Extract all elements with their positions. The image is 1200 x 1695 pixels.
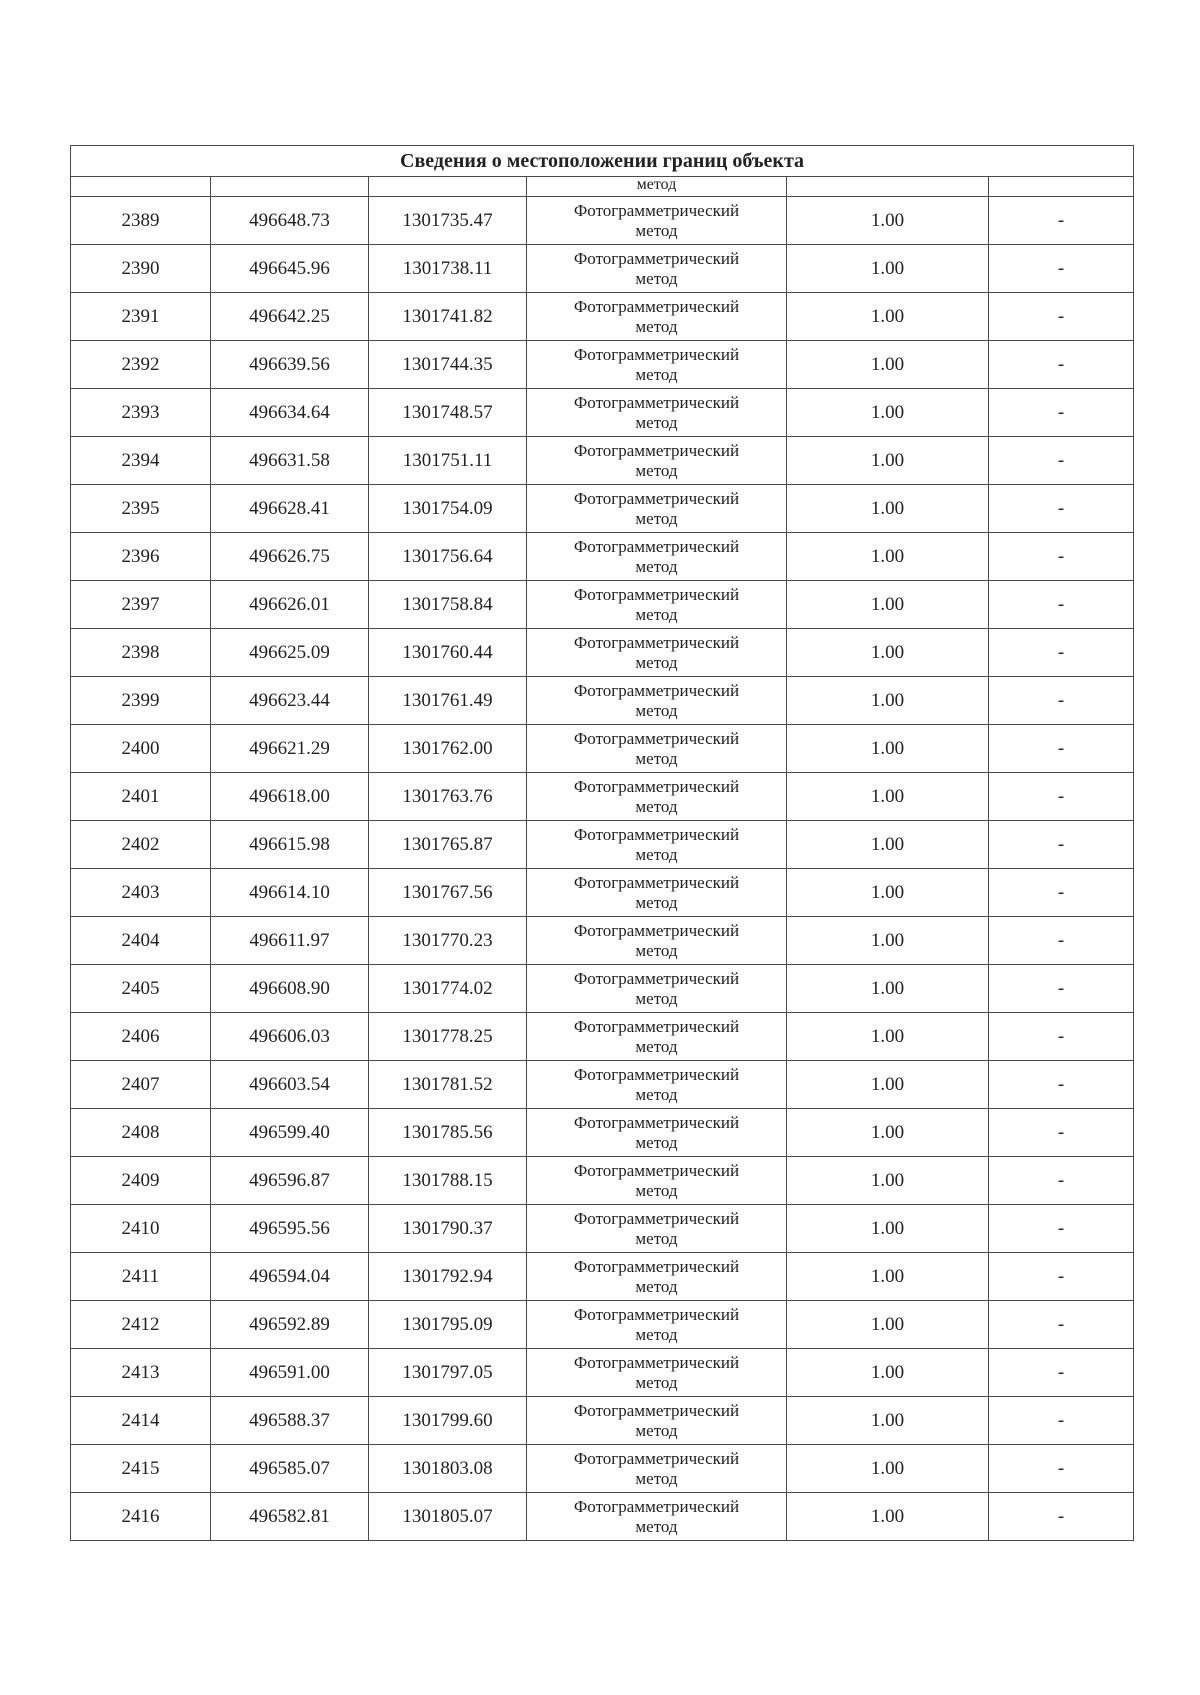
table-body (71, 146, 1134, 1541)
point-number-cell: 2399 (71, 677, 211, 725)
y-coordinate-cell: 1301754.09 (369, 485, 527, 533)
method-cell (527, 1109, 787, 1157)
table-row (71, 1493, 1134, 1541)
table-row (71, 677, 1134, 725)
table-row (71, 1157, 1134, 1205)
note-cell: - (989, 1061, 1134, 1109)
x-coordinate-cell: 496626.01 (211, 581, 369, 629)
point-number-cell: 2411 (71, 1253, 211, 1301)
table-row (71, 245, 1134, 293)
method-line-2: метод (635, 508, 678, 528)
y-coordinate-cell: 1301790.37 (369, 1205, 527, 1253)
table-row (71, 1205, 1134, 1253)
y-coordinate-cell: 1301748.57 (369, 389, 527, 437)
method-line-2: метод (635, 220, 678, 240)
method-cell (527, 1157, 787, 1205)
method-line-1: Фотограмметрический (573, 345, 740, 365)
point-number-cell: 2392 (71, 341, 211, 389)
x-coordinate-cell: 496603.54 (211, 1061, 369, 1109)
note-cell: - (989, 1109, 1134, 1157)
method-line-1: Фотограмметрический (573, 1497, 740, 1517)
method-line-2: метод (635, 412, 678, 432)
method-line-1: Фотограмметрический (573, 1401, 740, 1421)
method-line-1: Фотограмметрический (573, 873, 740, 893)
continuation-row (71, 177, 1134, 197)
method-line-1: Фотограмметрический (573, 633, 740, 653)
method-cell (527, 1349, 787, 1397)
method-cell (527, 773, 787, 821)
method-cell (527, 341, 787, 389)
note-cell: - (989, 389, 1134, 437)
boundary-coordinates-table (70, 145, 1134, 1541)
table-row (71, 965, 1134, 1013)
y-coordinate-cell: 1301792.94 (369, 1253, 527, 1301)
point-number-cell: 2415 (71, 1445, 211, 1493)
x-coordinate-cell: 496615.98 (211, 821, 369, 869)
point-number-cell: 2394 (71, 437, 211, 485)
point-number-cell: 2393 (71, 389, 211, 437)
method-line-1: Фотограмметрический (573, 969, 740, 989)
note-cell: - (989, 245, 1134, 293)
point-number-cell: 2407 (71, 1061, 211, 1109)
y-coordinate-cell: 1301744.35 (369, 341, 527, 389)
accuracy-cell: 1.00 (787, 1445, 989, 1493)
method-cell (527, 437, 787, 485)
note-cell: - (989, 1301, 1134, 1349)
method-cell (527, 725, 787, 773)
table-row (71, 869, 1134, 917)
method-cell (527, 389, 787, 437)
note-cell: - (989, 1349, 1134, 1397)
method-cell (527, 869, 787, 917)
x-coordinate-cell: 496623.44 (211, 677, 369, 725)
y-coordinate-cell: 1301770.23 (369, 917, 527, 965)
point-number-cell: 2409 (71, 1157, 211, 1205)
note-cell: - (989, 965, 1134, 1013)
method-cell (527, 245, 787, 293)
table-row (71, 821, 1134, 869)
accuracy-cell: 1.00 (787, 1157, 989, 1205)
y-coordinate-cell: 1301781.52 (369, 1061, 527, 1109)
method-line-2: метод (635, 940, 678, 960)
point-number-cell: 2389 (71, 197, 211, 245)
point-number-cell: 2398 (71, 629, 211, 677)
x-coordinate-cell: 496606.03 (211, 1013, 369, 1061)
method-line-1: Фотограмметрический (573, 1257, 740, 1277)
method-line-2: метод (635, 652, 678, 672)
point-number-cell: 2401 (71, 773, 211, 821)
x-coordinate-cell: 496648.73 (211, 197, 369, 245)
method-cell (527, 1061, 787, 1109)
accuracy-cell: 1.00 (787, 1109, 989, 1157)
method-cell (527, 485, 787, 533)
accuracy-cell: 1.00 (787, 1493, 989, 1541)
note-cell: - (989, 1157, 1134, 1205)
method-cell (527, 197, 787, 245)
method-cell (527, 677, 787, 725)
method-line-1: Фотограмметрический (573, 825, 740, 845)
note-cell: - (989, 869, 1134, 917)
method-line-1: Фотограмметрический (573, 1161, 740, 1181)
cell-empty (211, 177, 369, 197)
x-coordinate-cell: 496582.81 (211, 1493, 369, 1541)
table-row (71, 1445, 1134, 1493)
method-line-2: метод (635, 1468, 678, 1488)
continuation-method-cell: метод (527, 177, 787, 197)
method-cell (527, 629, 787, 677)
method-line-2: метод (635, 748, 678, 768)
accuracy-cell: 1.00 (787, 293, 989, 341)
y-coordinate-cell: 1301805.07 (369, 1493, 527, 1541)
method-line-2: метод (635, 1324, 678, 1344)
accuracy-cell: 1.00 (787, 869, 989, 917)
method-line-2: метод (635, 364, 678, 384)
accuracy-cell: 1.00 (787, 821, 989, 869)
point-number-cell: 2390 (71, 245, 211, 293)
method-line-1: Фотограмметрический (573, 441, 740, 461)
method-line-1: Фотограмметрический (573, 1449, 740, 1469)
note-cell: - (989, 677, 1134, 725)
x-coordinate-cell: 496621.29 (211, 725, 369, 773)
method-line-1: Фотограмметрический (573, 1065, 740, 1085)
method-line-1: Фотограмметрический (573, 489, 740, 509)
note-cell: - (989, 725, 1134, 773)
y-coordinate-cell: 1301797.05 (369, 1349, 527, 1397)
method-line-1: Фотограмметрический (573, 1353, 740, 1373)
y-coordinate-cell: 1301751.11 (369, 437, 527, 485)
table-row (71, 773, 1134, 821)
method-cell (527, 533, 787, 581)
accuracy-cell: 1.00 (787, 1397, 989, 1445)
table-row (71, 341, 1134, 389)
cell-empty (369, 177, 527, 197)
accuracy-cell: 1.00 (787, 389, 989, 437)
x-coordinate-cell: 496618.00 (211, 773, 369, 821)
table-row (71, 389, 1134, 437)
method-cell (527, 1013, 787, 1061)
y-coordinate-cell: 1301760.44 (369, 629, 527, 677)
method-line-2: метод (635, 892, 678, 912)
cell-empty (71, 177, 211, 197)
accuracy-cell: 1.00 (787, 1253, 989, 1301)
y-coordinate-cell: 1301761.49 (369, 677, 527, 725)
x-coordinate-cell: 496599.40 (211, 1109, 369, 1157)
method-line-2: метод (635, 1516, 678, 1536)
point-number-cell: 2408 (71, 1109, 211, 1157)
point-number-cell: 2405 (71, 965, 211, 1013)
method-cell (527, 965, 787, 1013)
method-line-2: метод (635, 460, 678, 480)
method-cell (527, 1253, 787, 1301)
method-line-2: метод (635, 988, 678, 1008)
method-line-1: Фотограмметрический (573, 297, 740, 317)
table-row (71, 581, 1134, 629)
method-line-2: метод (635, 1036, 678, 1056)
method-line-2: метод (635, 1420, 678, 1440)
x-coordinate-cell: 496591.00 (211, 1349, 369, 1397)
table-row (71, 1301, 1134, 1349)
accuracy-cell: 1.00 (787, 965, 989, 1013)
method-line-1: Фотограмметрический (573, 777, 740, 797)
note-cell: - (989, 485, 1134, 533)
point-number-cell: 2404 (71, 917, 211, 965)
method-line-2: метод (635, 316, 678, 336)
point-number-cell: 2416 (71, 1493, 211, 1541)
accuracy-cell: 1.00 (787, 197, 989, 245)
point-number-cell: 2414 (71, 1397, 211, 1445)
x-coordinate-cell: 496611.97 (211, 917, 369, 965)
method-line-1: Фотограмметрический (573, 729, 740, 749)
method-line-1: Фотограмметрический (573, 537, 740, 557)
accuracy-cell: 1.00 (787, 245, 989, 293)
point-number-cell: 2400 (71, 725, 211, 773)
y-coordinate-cell: 1301785.56 (369, 1109, 527, 1157)
method-line-2: метод (635, 268, 678, 288)
x-coordinate-cell: 496642.25 (211, 293, 369, 341)
x-coordinate-cell: 496594.04 (211, 1253, 369, 1301)
point-number-cell: 2402 (71, 821, 211, 869)
table-row (71, 1349, 1134, 1397)
x-coordinate-cell: 496645.96 (211, 245, 369, 293)
method-line-2: метод (635, 844, 678, 864)
accuracy-cell: 1.00 (787, 1013, 989, 1061)
table-row (71, 629, 1134, 677)
x-coordinate-cell: 496608.90 (211, 965, 369, 1013)
table-row (71, 1013, 1134, 1061)
table-row (71, 485, 1134, 533)
y-coordinate-cell: 1301803.08 (369, 1445, 527, 1493)
x-coordinate-cell: 496588.37 (211, 1397, 369, 1445)
note-cell: - (989, 1397, 1134, 1445)
table-row (71, 1109, 1134, 1157)
point-number-cell: 2403 (71, 869, 211, 917)
note-cell: - (989, 1013, 1134, 1061)
method-line-2: метод (635, 556, 678, 576)
x-coordinate-cell: 496614.10 (211, 869, 369, 917)
x-coordinate-cell: 496592.89 (211, 1301, 369, 1349)
method-cell (527, 581, 787, 629)
table-row (71, 725, 1134, 773)
note-cell: - (989, 1253, 1134, 1301)
accuracy-cell: 1.00 (787, 773, 989, 821)
y-coordinate-cell: 1301765.87 (369, 821, 527, 869)
note-cell: - (989, 821, 1134, 869)
cell-empty (787, 177, 989, 197)
y-coordinate-cell: 1301767.56 (369, 869, 527, 917)
y-coordinate-cell: 1301758.84 (369, 581, 527, 629)
method-line-2: метод (635, 1084, 678, 1104)
note-cell: - (989, 1445, 1134, 1493)
method-cell (527, 293, 787, 341)
cell-empty (989, 177, 1134, 197)
note-cell: - (989, 1205, 1134, 1253)
method-line-2: метод (635, 796, 678, 816)
point-number-cell: 2391 (71, 293, 211, 341)
method-line-2: метод (635, 1372, 678, 1392)
y-coordinate-cell: 1301788.15 (369, 1157, 527, 1205)
y-coordinate-cell: 1301795.09 (369, 1301, 527, 1349)
method-line-2: метод (635, 1276, 678, 1296)
accuracy-cell: 1.00 (787, 341, 989, 389)
table-row (71, 197, 1134, 245)
method-line-2: метод (635, 604, 678, 624)
method-line-1: Фотограмметрический (573, 585, 740, 605)
method-cell (527, 917, 787, 965)
method-line-1: Фотограмметрический (573, 921, 740, 941)
point-number-cell: 2412 (71, 1301, 211, 1349)
accuracy-cell: 1.00 (787, 917, 989, 965)
method-line-1: Фотограмметрический (573, 1209, 740, 1229)
table-row (71, 917, 1134, 965)
y-coordinate-cell: 1301738.11 (369, 245, 527, 293)
point-number-cell: 2396 (71, 533, 211, 581)
method-line-2: метод (635, 1132, 678, 1152)
x-coordinate-cell: 496631.58 (211, 437, 369, 485)
table-row (71, 1253, 1134, 1301)
y-coordinate-cell: 1301756.64 (369, 533, 527, 581)
accuracy-cell: 1.00 (787, 437, 989, 485)
accuracy-cell: 1.00 (787, 533, 989, 581)
method-line-2: метод (635, 700, 678, 720)
method-line-1: Фотограмметрический (573, 681, 740, 701)
y-coordinate-cell: 1301774.02 (369, 965, 527, 1013)
method-cell (527, 1493, 787, 1541)
note-cell: - (989, 341, 1134, 389)
point-number-cell: 2410 (71, 1205, 211, 1253)
y-coordinate-cell: 1301741.82 (369, 293, 527, 341)
note-cell: - (989, 917, 1134, 965)
x-coordinate-cell: 496634.64 (211, 389, 369, 437)
x-coordinate-cell: 496628.41 (211, 485, 369, 533)
method-line-1: Фотограмметрический (573, 393, 740, 413)
method-cell (527, 1445, 787, 1493)
accuracy-cell: 1.00 (787, 581, 989, 629)
x-coordinate-cell: 496626.75 (211, 533, 369, 581)
x-coordinate-cell: 496625.09 (211, 629, 369, 677)
point-number-cell: 2413 (71, 1349, 211, 1397)
method-line-1: Фотограмметрический (573, 1017, 740, 1037)
point-number-cell: 2395 (71, 485, 211, 533)
method-line-1: Фотограмметрический (573, 249, 740, 269)
accuracy-cell: 1.00 (787, 1301, 989, 1349)
x-coordinate-cell: 496639.56 (211, 341, 369, 389)
note-cell: - (989, 581, 1134, 629)
accuracy-cell: 1.00 (787, 485, 989, 533)
method-cell (527, 1397, 787, 1445)
method-line-2: метод (635, 1180, 678, 1200)
accuracy-cell: 1.00 (787, 629, 989, 677)
note-cell: - (989, 773, 1134, 821)
accuracy-cell: 1.00 (787, 1349, 989, 1397)
table-row (71, 533, 1134, 581)
accuracy-cell: 1.00 (787, 1205, 989, 1253)
table-row (71, 437, 1134, 485)
table-row (71, 1397, 1134, 1445)
method-line-1: Фотограмметрический (573, 1305, 740, 1325)
x-coordinate-cell: 496596.87 (211, 1157, 369, 1205)
note-cell: - (989, 197, 1134, 245)
point-number-cell: 2397 (71, 581, 211, 629)
note-cell: - (989, 437, 1134, 485)
accuracy-cell: 1.00 (787, 677, 989, 725)
point-number-cell: 2406 (71, 1013, 211, 1061)
method-line-1: Фотограмметрический (573, 201, 740, 221)
accuracy-cell: 1.00 (787, 725, 989, 773)
x-coordinate-cell: 496595.56 (211, 1205, 369, 1253)
y-coordinate-cell: 1301735.47 (369, 197, 527, 245)
note-cell: - (989, 629, 1134, 677)
y-coordinate-cell: 1301799.60 (369, 1397, 527, 1445)
x-coordinate-cell: 496585.07 (211, 1445, 369, 1493)
method-cell (527, 821, 787, 869)
note-cell: - (989, 533, 1134, 581)
method-line-2: метод (635, 1228, 678, 1248)
note-cell: - (989, 1493, 1134, 1541)
table-row (71, 1061, 1134, 1109)
method-line-1: Фотограмметрический (573, 1113, 740, 1133)
table-title: Сведения о местоположении границ объекта (71, 146, 1134, 177)
note-cell: - (989, 293, 1134, 341)
table-row (71, 293, 1134, 341)
accuracy-cell: 1.00 (787, 1061, 989, 1109)
method-cell (527, 1205, 787, 1253)
y-coordinate-cell: 1301762.00 (369, 725, 527, 773)
y-coordinate-cell: 1301778.25 (369, 1013, 527, 1061)
method-cell (527, 1301, 787, 1349)
table-title-row (71, 146, 1134, 177)
y-coordinate-cell: 1301763.76 (369, 773, 527, 821)
